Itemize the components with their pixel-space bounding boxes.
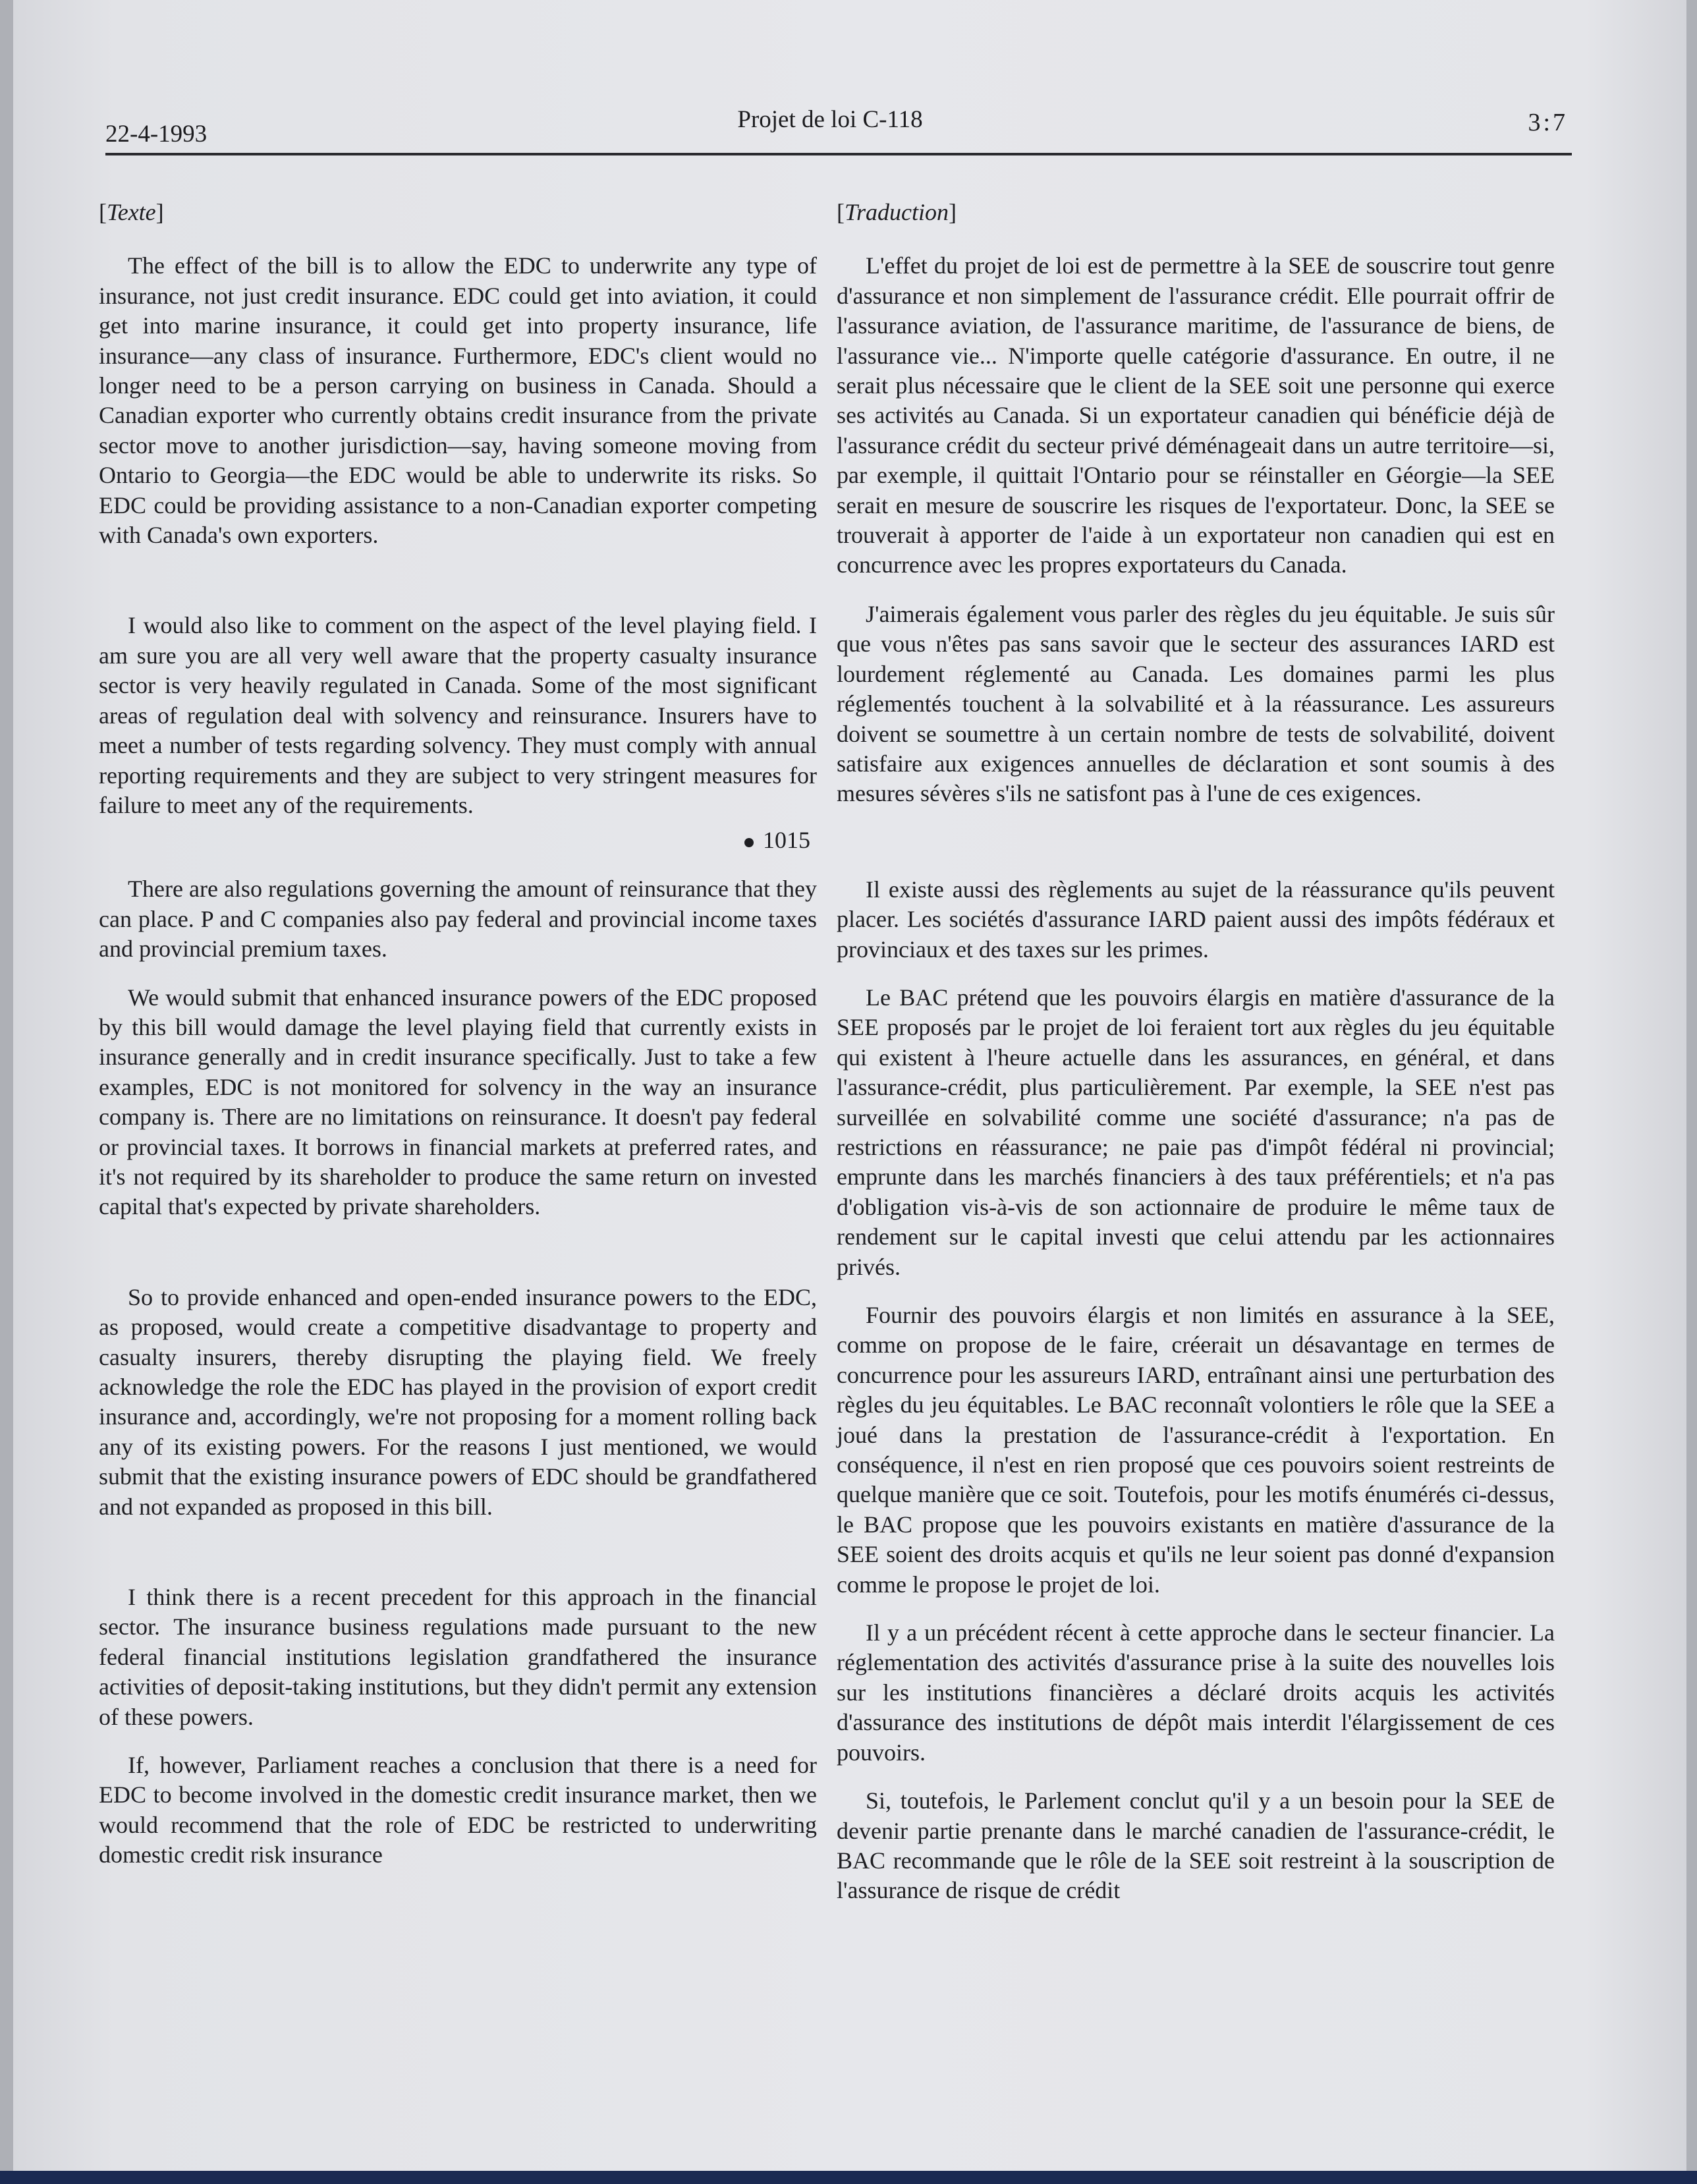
column-label-traduction: [Traduction] xyxy=(837,199,957,225)
scan-edge xyxy=(0,2171,1697,2184)
paragraph: I think there is a recent precedent for this approach in the financial sector. The insurance business regulations made pursuant to the new federal financial institutions legislation grandfathered the insurance activities of deposit-taking institutions, but they didn't permit any extension of these powers. xyxy=(99,1584,817,1730)
paragraph: I would also like to comment on the aspect of the level playing field. I am sure you are all very well aware that the property casualty insurance sector is very heavily regulated in Canada. Some of the most significant areas of regulation deal with solvency and reinsurance. Insurers have to meet a number of tests regarding solvency. They must comply with annual reporting requirements and they are subject to very stringent measures for failure to meet any of the requirements. xyxy=(99,612,817,818)
sitting-timestamp: 1015 xyxy=(99,820,817,874)
column-label-texte: [Texte] xyxy=(99,199,164,225)
paragraph: There are also regulations governing the amount of reinsurance that they can place. P and C companies also pay federal and provincial income taxes and provincial premium taxes. xyxy=(99,876,817,963)
paragraph: So to provide enhanced and open-ended insurance powers to the EDC, as proposed, would create a competitive disadvantage to property and casualty insurers, thereby disrupting the playing field. We freely acknowledge the role the EDC has played in the provision of export credit insurance and, accordingly, we're not proposing for a moment rolling back any of its existing powers. For the reasons I just mentioned, we would submit that the existing insurance powers of EDC should be grandfathered and not expanded as proposed in this bill. xyxy=(99,1283,817,1520)
header-rule xyxy=(105,153,1572,155)
hansard-page xyxy=(13,0,1686,2171)
paragraph: If, however, Parliament reaches a conclusion that there is a need for EDC to become involved in the domestic credit insurance market, then we would recommend that the role of EDC be restricted to underwriting domestic credit risk insurance xyxy=(99,1752,817,1868)
paragraph: Il existe aussi des règlements au sujet de la réassurance qu'ils peuvent placer. Les sociétés d'assurance IARD paient aussi des impôts fédéraux et provinciaux et des taxes sur les primes. xyxy=(837,876,1555,963)
paragraph: The effect of the bill is to allow the EDC to underwrite any type of insurance, not just credit insurance. EDC could get into aviation, it could get into marine insurance, it could get into property insurance, life insurance—any class of insurance. Furthermore, EDC's client would no longer need to be a person carrying on business in Canada. Should a Canadian exporter who currently obtains credit insurance from the private sector move to another jurisdiction—say, having someone moving from Ontario to Georgia—the EDC would be able to underwrite its risks. So EDC could be providing assistance to a non-Canadian exporter competing with Canada's own exporters. xyxy=(99,252,817,549)
bullet-icon xyxy=(744,838,754,847)
english-column xyxy=(99,198,817,1870)
paragraph: Il y a un précédent récent à cette approche dans le secteur financier. La réglementation des activités d'assurance prise à la suite des nouvelles lois sur les institutions financières a déclaré droits acquis les activités d'assurance des institutions de dépôt mais interdit l'élargissement de ces pouvoirs. xyxy=(837,1619,1555,1766)
paragraph: We would submit that enhanced insurance powers of the EDC proposed by this bill would damage the level playing field that currently exists in insurance generally and in credit insurance specifically. Just to take a few examples, EDC is not monitored for solvency in the way an insurance company is. There are no limitations on reinsurance. It doesn't pay federal or provincial taxes. It borrows in financial markets at preferred rates, and it's not required by its shareholder to produce the same return on invested capital that's expected by private shareholders. xyxy=(99,984,817,1220)
header-page-number: 3:7 xyxy=(1528,109,1568,136)
header-title: Projet de loi C-118 xyxy=(737,106,923,133)
page-header xyxy=(92,105,1568,152)
french-column xyxy=(837,198,1555,1906)
header-date: 22-4-1993 xyxy=(105,121,208,148)
paragraph: Si, toutefois, le Parlement conclut qu'il y a un besoin pour la SEE de devenir partie prenante dans le marché canadien de l'assurance-crédit, le BAC recommande que le rôle de la SEE soit restreint à la souscription de l'assurance de risque de crédit xyxy=(837,1787,1555,1904)
paragraph: Le BAC prétend que les pouvoirs élargis en matière d'assurance de la SEE proposés par le projet de loi feraient tort aux règles du jeu équitable qui existent à l'heure actuelle dans les assurances, en général, et dans l'assurance-crédit, plus particulièrement. Par exemple, la SEE n'est pas surveillée en solvabilité comme une société d'assurance; n'a pas de restrictions en réassurance; ne paie pas d'impôt fédéral ni provincial; emprunte dans les marchés financiers à des taux préférentiels; et n'a pas d'obligation vis-à-vis de son actionnaire de produire le même taux de rendement sur le capital investi que celui attendu par les actionnaires privés. xyxy=(837,984,1555,1280)
paragraph: L'effet du projet de loi est de permettre à la SEE de souscrire tout genre d'assurance et non simplement de l'assurance crédit. Elle pourrait offrir de l'assurance aviation, de l'assurance maritime, de l'assurance de biens, de l'assurance vie... N'importe quelle catégorie d'assurance. En outre, il ne serait plus nécessaire que le client de la SEE soit une personne qui exerce ses activités au Canada. Si un exportateur canadien qui bénéficie déjà de l'assurance crédit du secteur privé déménageait dans un autre territoire—si, par exemple, il quittait l'Ontario pour se réinstaller en Géorgie—la SEE serait en mesure de souscrire les risques de l'exportateur. Donc, la SEE se trouverait à apporter de l'aide à un exportateur non canadien qui est en concurrence avec les propres exportateurs du Canada. xyxy=(837,252,1555,578)
paragraph: Fournir des pouvoirs élargis et non limités en assurance à la SEE, comme on propose de le faire, créerait un désavantage en termes de concurrence pour les assureurs IARD, entraînant ainsi une perturbation des règles du jeu équitables. Le BAC reconnaît volontiers le rôle que la SEE a joué dans la prestation de l'assurance-crédit à l'exportation. En conséquence, il n'est en rien proposé que ces pouvoirs soient restreints de quelque manière que ce soit. Toutefois, pour les motifs énumérés ci-dessus, le BAC propose que les pouvoirs existants en matière d'assurance de la SEE soient des droits acquis et qu'ils ne leur soient pas donné d'expansion comme le propose le projet de loi. xyxy=(837,1302,1555,1598)
paragraph: J'aimerais également vous parler des règles du jeu équitable. Je suis sûr que vous n'êtes pas sans savoir que le secteur des assurances IARD est lourdement réglementé au Canada. Les domaines parmi les plus réglementés touchent à la solvabilité et à la réassurance. Les assureurs doivent se soumettre à un certain nombre de tests de solvabilité, doivent satisfaire aux exigences annuelles de déclaration et sont soumis à des mesures sévères s'ils ne satisfont pas à l'une de ces exigences. xyxy=(837,600,1555,807)
